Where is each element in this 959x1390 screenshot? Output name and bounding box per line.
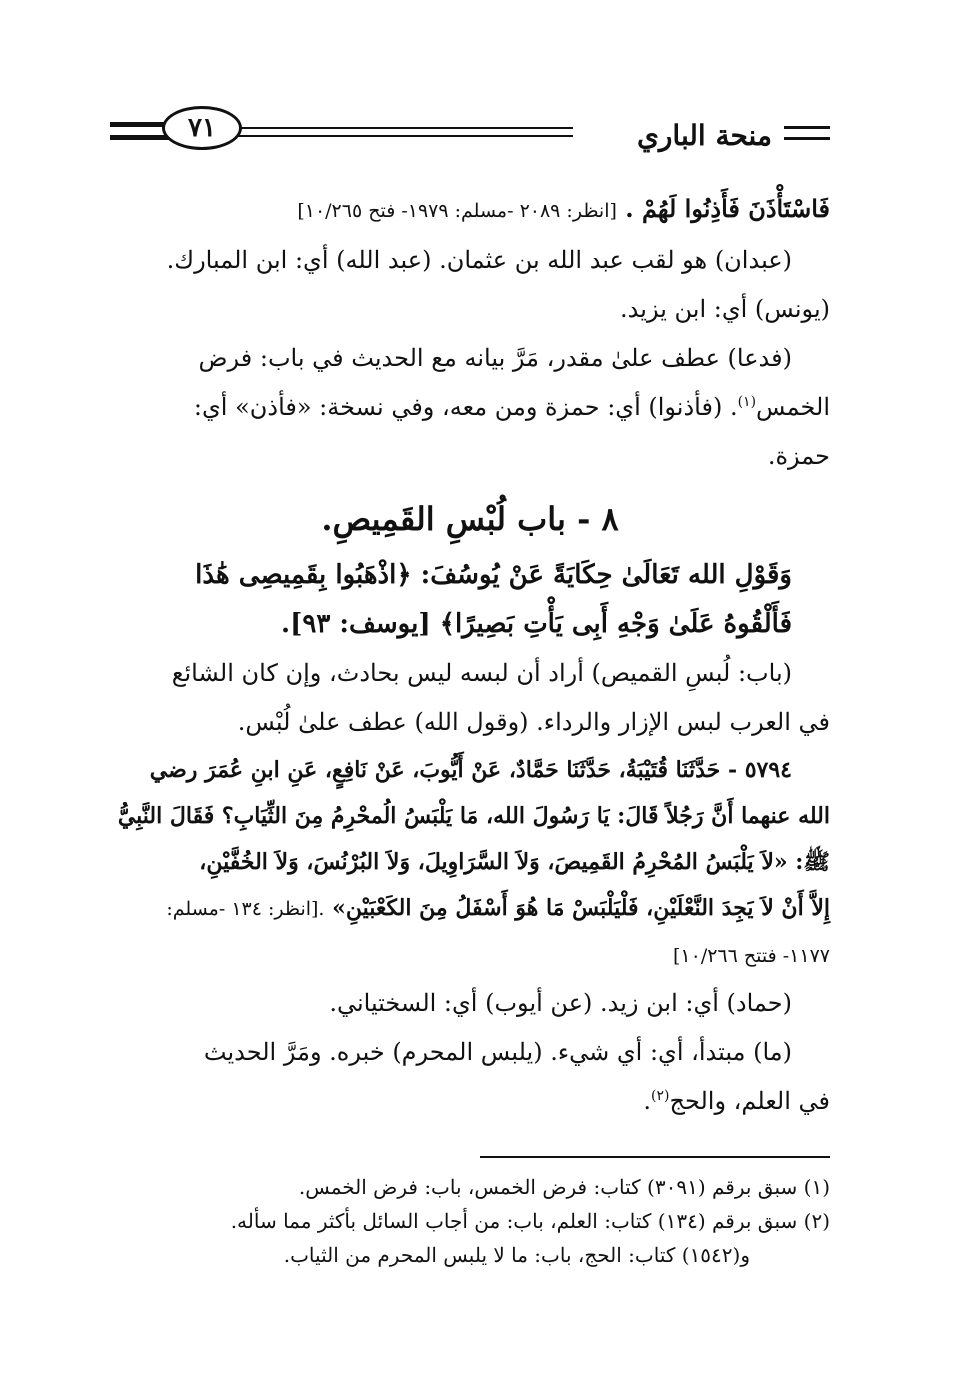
running-title: منحة الباري	[636, 119, 772, 152]
hadith-reference: [انظر: ٢٠٨٩ -مسلم: ١٩٧٩- فتح ١٠/٢٦٥]	[297, 200, 617, 222]
text-segment: الخمس	[756, 393, 830, 421]
quran-reference: [يوسف: ٩٣].	[281, 609, 431, 639]
commentary-line: (باب: لُبسِ القميص) أراد أن لبسه ليس بحادث، وإن كان الشائع	[171, 659, 792, 687]
text-segment: .	[643, 1087, 652, 1115]
commentary-line: في العرب لبس الإزار والرداء. (وقول الله) عطف علىٰ لُبْس.	[237, 708, 830, 736]
footnote: (٢) سبق برقم (١٣٤) كتاب: العلم، باب: من أجاب السائل بأكثر مما سأله.	[230, 1209, 830, 1233]
quran-line	[110, 600, 830, 649]
text-segment: في العلم، والحج	[669, 1087, 830, 1115]
text-line: حمزة.	[767, 442, 830, 470]
footnote-marker: (٢)	[651, 1088, 670, 1104]
footnote-divider	[480, 1156, 830, 1158]
text-segment: . (فأذنوا) أي: حمزة ومن معه، وفي نسخة: «فأذن» أي:	[193, 393, 738, 421]
hadith-ending: فَاسْتَأْذَنَ فَأَذِنُوا لَهُمْ .	[625, 194, 830, 223]
footnote: (١) سبق برقم (٣٠٩١) كتاب: فرض الخمس، باب: فرض الخمس.	[298, 1175, 830, 1199]
quran-verse: فَأَلْقُوهُ عَلَىٰ وَجْهِ أَبِى يَأْتِ بَصِيرًا﴾	[439, 609, 792, 639]
note-line: (ما) مبتدأ، أي: أي شيء. (يلبس المحرم) خبره. ومَرَّ الحديث	[203, 1038, 792, 1066]
text-line: (فدعا) عطف علىٰ مقدر، مَرَّ بيانه مع الحديث في باب: فرض	[198, 344, 792, 372]
hadith-line	[110, 932, 830, 979]
text-line: (يونس) أي: ابن يزيد.	[620, 295, 830, 323]
note-line: (حماد) أي: ابن زيد. (عن أيوب) أي: السختياني.	[329, 989, 792, 1017]
hadith-line	[110, 885, 830, 932]
hadith-line: ٥٧٩٤ - حَدَّثَنَا قُتَيْبَةُ، حَدَّثَنَا حَمَّادٌ، عَنْ أَيُّوبَ، عَنْ نَافِعٍ، عَنِ ابنِ عُمَرَ رضي	[149, 757, 792, 783]
chapter-heading: ٨ - باب لُبْسِ القَمِيصِ.	[321, 500, 619, 538]
hadith-line: الله عنهما أَنَّ رَجُلاً قَالَ: يَا رَسُولَ الله، مَا يَلْبَسُ الُمحْرِمُ مِنَ الثِّيَابِ؟ فَقَالَ النَّبِيُّ	[117, 803, 830, 829]
footnote-marker: (١)	[737, 394, 757, 410]
hadith-reference: .[انظر: ١٣٤ -مسلم:	[166, 898, 325, 920]
quran-line: وَقَوْلِ الله تَعَالَىٰ حِكَايَةً عَنْ يُوسُفَ: ﴿اذْهَبُوا بِقَمِيصِى هَٰذَا	[195, 560, 792, 590]
hadith-line: ﷺ: «لاَ يَلْبَسُ المُحْرِمُ القَمِيصَ، وَلاَ السَّرَاوِيلَ، وَلاَ البُرْنُسَ، وَلاَ الخُفَّيْنِ،	[199, 849, 830, 875]
header-ornament-right	[784, 126, 830, 140]
hadith-reference: ١١٧٧- فتتح ١٠/٢٦٦]	[672, 945, 830, 967]
text-line	[110, 184, 830, 236]
header-ornament-line	[235, 127, 573, 137]
note-line	[110, 1077, 830, 1126]
page-number: ٧١	[188, 113, 216, 143]
page-number-badge	[162, 106, 242, 150]
hadith-text: إِلاَّ أَنْ لاَ يَجِدَ النَّعْلَيْنِ، فَلْيَلْبَسْ مَا هُوَ أَسْفَلُ مِنَ الكَعْبَيْنِ»	[332, 895, 830, 921]
page-header	[110, 100, 830, 166]
text-line	[110, 383, 830, 432]
footnote: و(١٥٤٢) كتاب: الحج، باب: ما لا يلبس المحرم من الثياب.	[283, 1243, 750, 1267]
book-page	[110, 100, 830, 1272]
text-line: (عبدان) هو لقب عبد الله بن عثمان. (عبد الله) أي: ابن المبارك.	[166, 246, 792, 274]
